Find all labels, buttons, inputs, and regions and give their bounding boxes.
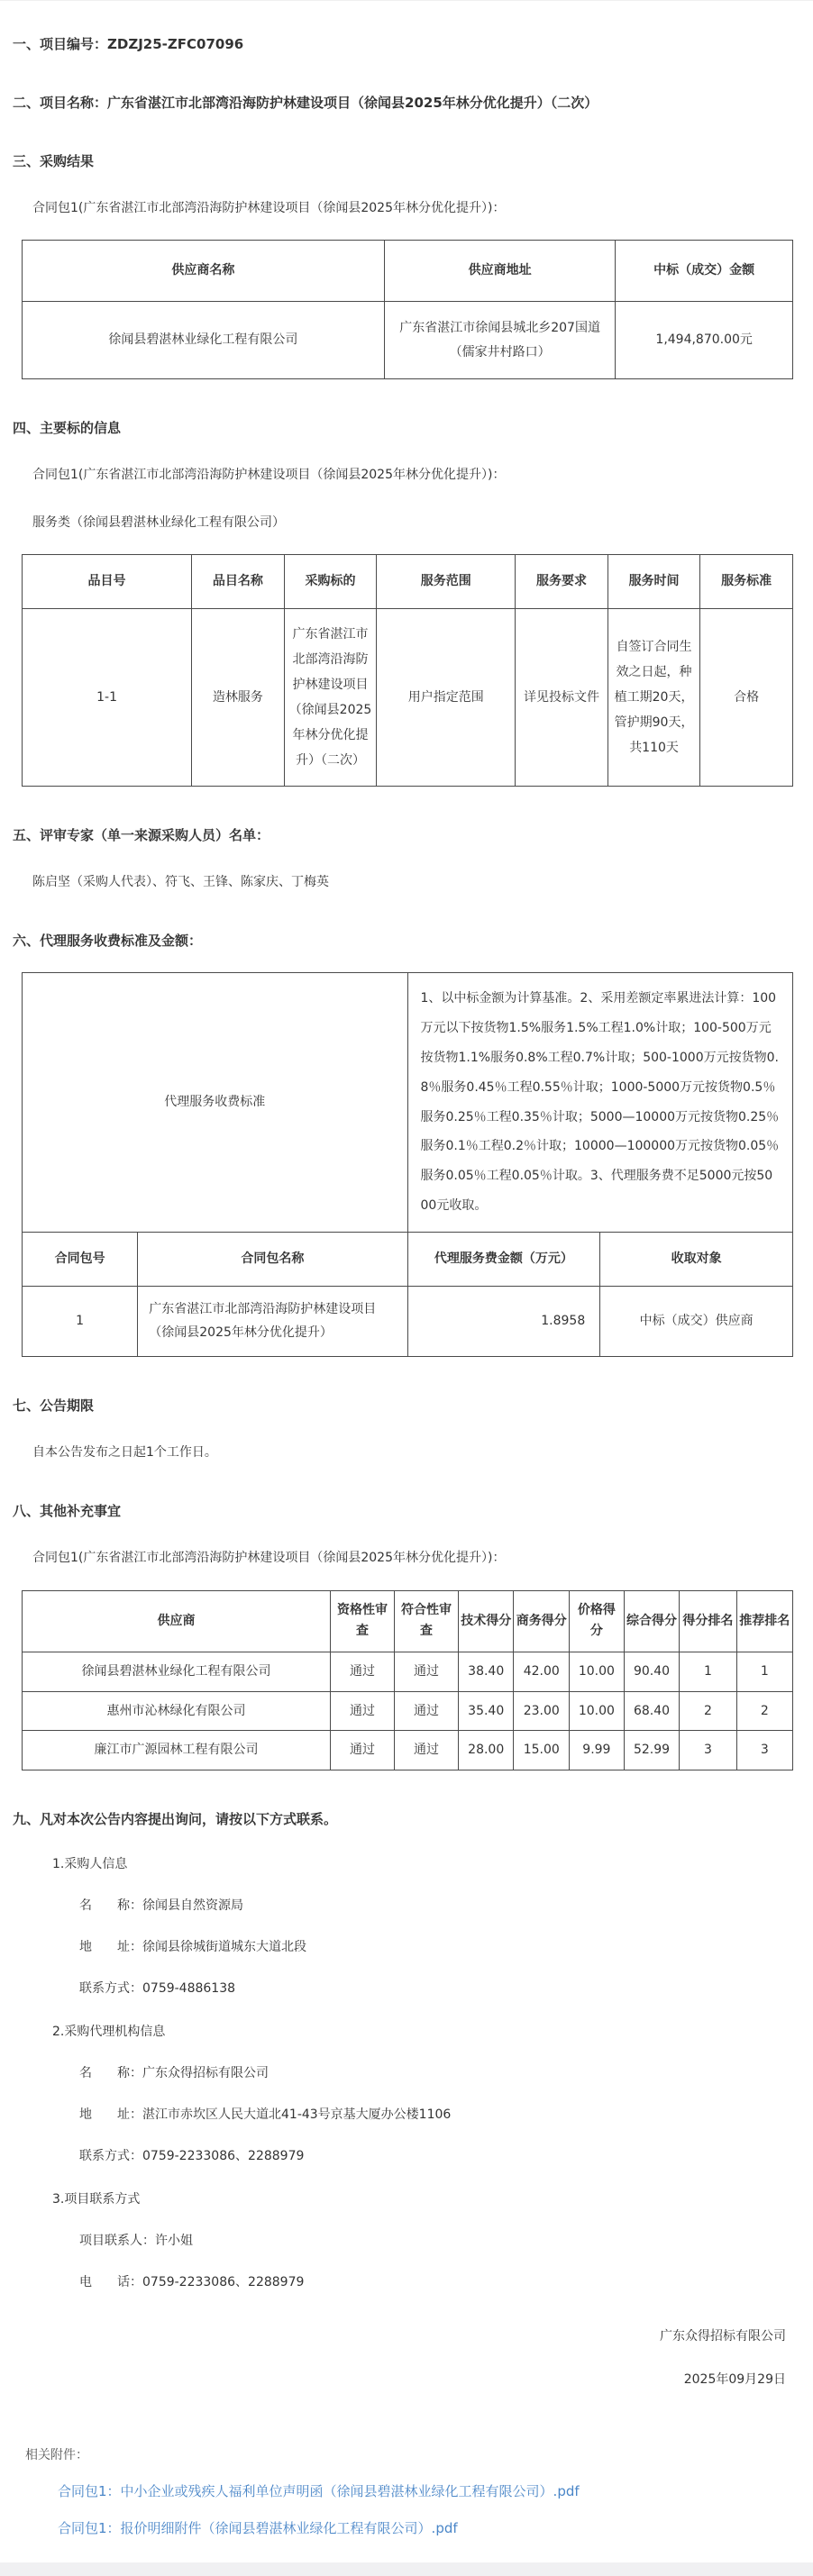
purchaser-info-title: 1.采购人信息 bbox=[52, 1857, 128, 1871]
service-scope-cell: 用户指定范围 bbox=[377, 608, 516, 786]
supplier-scores-table bbox=[22, 1590, 793, 1770]
business-score-cell: 23.00 bbox=[514, 1691, 570, 1731]
attachments-label: 相关附件： bbox=[25, 2448, 88, 2462]
table-header-cell: 收取对象 bbox=[600, 1233, 793, 1287]
signature-company: 广东众得招标有限公司 bbox=[660, 2329, 786, 2344]
technical-score-cell: 28.00 bbox=[458, 1731, 514, 1770]
table-header-cell: 商务得分 bbox=[514, 1590, 570, 1652]
score-rank-cell: 2 bbox=[680, 1691, 736, 1731]
section-4-service-line: 服务类（徐闻县碧湛林业绿化工程有限公司） bbox=[32, 514, 285, 530]
table-header-row bbox=[23, 241, 793, 302]
qualification-review-cell: 通过 bbox=[331, 1691, 395, 1731]
table-header-cell: 品目名称 bbox=[192, 554, 285, 608]
table-header-cell: 综合得分 bbox=[624, 1590, 680, 1652]
supplier-address-cell: 广东省湛江市徐闻县城北乡207国道（儒家井村路口） bbox=[384, 301, 616, 378]
total-score-cell: 68.40 bbox=[624, 1691, 680, 1731]
table-header-cell: 中标（成交）金额 bbox=[616, 241, 793, 302]
announcement-period-text: 自本公告发布之日起1个工作日。 bbox=[32, 1444, 217, 1460]
table-header-cell: 品目号 bbox=[23, 554, 192, 608]
attachments-section bbox=[13, 2445, 793, 2537]
fee-amount-cell: 1.8958 bbox=[407, 1286, 600, 1356]
fee-payer-cell: 中标（成交）供应商 bbox=[600, 1286, 793, 1356]
project-contact-title: 3.项目联系方式 bbox=[52, 2192, 141, 2207]
table-header-cell: 供应商名称 bbox=[23, 241, 385, 302]
section-7-heading: 七、公告期限 bbox=[13, 1397, 95, 1414]
table-header-cell: 推荐排名 bbox=[736, 1590, 792, 1652]
table-header-row bbox=[23, 554, 793, 608]
supplier-name-cell: 徐闻县碧湛林业绿化工程有限公司 bbox=[23, 1652, 331, 1692]
purchaser-contact: 联系方式：0759-4886138 bbox=[79, 1981, 236, 1996]
table-header-row bbox=[23, 1590, 793, 1652]
score-rank-cell: 3 bbox=[680, 1731, 736, 1770]
section-9-heading: 九、凡对本次公告内容提出询问，请按以下方式联系。 bbox=[13, 1811, 338, 1827]
fee-standard-row bbox=[23, 972, 793, 1232]
qualification-review-cell: 通过 bbox=[331, 1652, 395, 1692]
table-header-cell: 合同包号 bbox=[23, 1233, 138, 1287]
section-6-heading: 六、代理服务收费标准及金额： bbox=[13, 932, 203, 949]
table-row bbox=[23, 1286, 793, 1356]
total-score-cell: 90.40 bbox=[624, 1652, 680, 1692]
table-row bbox=[23, 1731, 793, 1770]
experts-list: 陈启坚（采购人代表）、符飞、王锋、陈家庆、丁梅英 bbox=[32, 874, 329, 889]
project-contact-person: 项目联系人：许小姐 bbox=[79, 2234, 193, 2248]
service-standard-cell: 合格 bbox=[700, 608, 793, 786]
agency-fee-table bbox=[22, 972, 793, 1357]
supplier-name-cell: 廉江市广源园林工程有限公司 bbox=[23, 1731, 331, 1770]
package-number-cell: 1 bbox=[23, 1286, 138, 1356]
price-score-cell: 10.00 bbox=[570, 1691, 625, 1731]
project-contact-phone: 电 话：0759-2233086、2288979 bbox=[79, 2275, 305, 2289]
section-1-heading: 一、项目编号：ZDZJ25-ZFC07096 bbox=[13, 36, 244, 52]
section-8-package-line: 合同包1(广东省湛江市北部湾沿海防护林建设项目（徐闻县2025年林分优化提升）)： bbox=[32, 1551, 506, 1566]
table-header-cell: 供应商 bbox=[23, 1590, 331, 1652]
section-2-heading: 二、项目名称：广东省湛江市北部湾沿海防护林建设项目（徐闻县2025年林分优化提升）（二次） bbox=[13, 95, 598, 111]
technical-score-cell: 38.40 bbox=[458, 1652, 514, 1692]
section-5-heading: 五、评审专家（单一来源采购人员）名单： bbox=[13, 826, 270, 843]
page-footer-strip bbox=[0, 2562, 813, 2576]
table-header-cell: 供应商地址 bbox=[384, 241, 616, 302]
section-8-heading: 八、其他补充事宜 bbox=[13, 1503, 122, 1520]
table-row bbox=[23, 1691, 793, 1731]
procurement-subject-cell: 广东省湛江市北部湾沿海防护林建设项目（徐闻县2025年林分优化提升）（二次） bbox=[284, 608, 377, 786]
conformity-review-cell: 通过 bbox=[394, 1691, 458, 1731]
procurement-result-table bbox=[22, 240, 793, 379]
agency-contact: 联系方式：0759-2233086、2288979 bbox=[79, 2149, 305, 2163]
business-score-cell: 15.00 bbox=[514, 1731, 570, 1770]
item-name-cell: 造林服务 bbox=[192, 608, 285, 786]
fee-standard-label-cell: 代理服务收费标准 bbox=[23, 972, 408, 1232]
agency-name: 名 称：广东众得招标有限公司 bbox=[79, 2066, 269, 2080]
agency-address: 地 址：湛江市赤坎区人民大道北41-43号京基大厦办公楼1106 bbox=[79, 2107, 452, 2122]
table-header-cell: 得分排名 bbox=[680, 1590, 736, 1652]
table-header-cell: 服务时间 bbox=[607, 554, 700, 608]
recommend-rank-cell: 3 bbox=[736, 1731, 792, 1770]
table-header-cell: 服务范围 bbox=[377, 554, 516, 608]
item-number-cell: 1-1 bbox=[23, 608, 192, 786]
section-3-package-line: 合同包1(广东省湛江市北部湾沿海防护林建设项目（徐闻县2025年林分优化提升）)： bbox=[32, 201, 506, 215]
score-rank-cell: 1 bbox=[680, 1652, 736, 1692]
section-3-heading: 三、采购结果 bbox=[13, 153, 95, 169]
supplier-name-cell: 惠州市沁林绿化有限公司 bbox=[23, 1691, 331, 1731]
business-score-cell: 42.00 bbox=[514, 1652, 570, 1692]
fee-standard-text-cell: 1、以中标金额为计算基准。2、采用差额定率累进法计算：100万元以下按货物1.5%服务1.5%工程1.0%计取；100-500万元按货物1.1%服务0.8%工程0.7%计取；500-1000万元按货物0.8％服务0.45％工程0.55％计取；1000-5000万元按货物0.5％服务0.25％工程0.35％计取；5000—10000万元按货物0.25％服务0.1％工程0.2％计取；10000—100000万元按货物0.05％服务0.05％工程0.05％计取。3、代理服务费不足5000元按5000元收取。 bbox=[407, 972, 793, 1232]
recommend-rank-cell: 1 bbox=[736, 1652, 792, 1692]
table-header-cell: 采购标的 bbox=[284, 554, 377, 608]
agency-info-title: 2.采购代理机构信息 bbox=[52, 2025, 166, 2039]
service-requirement-cell: 详见投标文件 bbox=[516, 608, 608, 786]
recommend-rank-cell: 2 bbox=[736, 1691, 792, 1731]
purchaser-address: 地 址：徐闻县徐城街道城东大道北段 bbox=[79, 1940, 306, 1954]
table-row bbox=[23, 608, 793, 786]
price-score-cell: 10.00 bbox=[570, 1652, 625, 1692]
attachment-link-quotation-pdf[interactable]: 合同包1：报价明细附件（徐闻县碧湛林业绿化工程有限公司）.pdf bbox=[58, 2520, 458, 2536]
subject-matter-table bbox=[22, 554, 793, 787]
table-header-cell: 服务标准 bbox=[700, 554, 793, 608]
signature-date: 2025年09月29日 bbox=[683, 2372, 786, 2387]
attachment-link-declaration-pdf[interactable]: 合同包1：中小企业或残疾人福利单位声明函（徐闻县碧湛林业绿化工程有限公司）.pdf bbox=[58, 2483, 580, 2499]
table-header-row bbox=[23, 1233, 793, 1287]
supplier-name-cell: 徐闻县碧湛林业绿化工程有限公司 bbox=[23, 301, 385, 378]
total-score-cell: 52.99 bbox=[624, 1731, 680, 1770]
conformity-review-cell: 通过 bbox=[394, 1731, 458, 1770]
table-header-cell: 符合性审查 bbox=[394, 1590, 458, 1652]
table-header-cell: 代理服务费金额（万元） bbox=[407, 1233, 600, 1287]
award-amount-cell: 1,494,870.00元 bbox=[616, 301, 793, 378]
table-header-cell: 服务要求 bbox=[516, 554, 608, 608]
price-score-cell: 9.99 bbox=[570, 1731, 625, 1770]
conformity-review-cell: 通过 bbox=[394, 1652, 458, 1692]
signature-block bbox=[13, 2326, 793, 2388]
section-4-package-line: 合同包1(广东省湛江市北部湾沿海防护林建设项目（徐闻县2025年林分优化提升）)： bbox=[32, 468, 506, 483]
table-row bbox=[23, 301, 793, 378]
section-4-heading: 四、主要标的信息 bbox=[13, 420, 122, 437]
table-header-cell: 价格得分 bbox=[570, 1590, 625, 1652]
table-header-cell: 资格性审查 bbox=[331, 1590, 395, 1652]
package-name-cell: 广东省湛江市北部湾沿海防护林建设项目（徐闻县2025年林分优化提升） bbox=[138, 1286, 407, 1356]
qualification-review-cell: 通过 bbox=[331, 1731, 395, 1770]
table-header-cell: 技术得分 bbox=[458, 1590, 514, 1652]
technical-score-cell: 35.40 bbox=[458, 1691, 514, 1731]
table-header-cell: 合同包名称 bbox=[138, 1233, 407, 1287]
service-time-cell: 自签订合同生效之日起，种植工期20天，管护期90天，共110天 bbox=[607, 608, 700, 786]
table-row bbox=[23, 1652, 793, 1692]
purchaser-name: 名 称：徐闻县自然资源局 bbox=[79, 1898, 243, 1913]
